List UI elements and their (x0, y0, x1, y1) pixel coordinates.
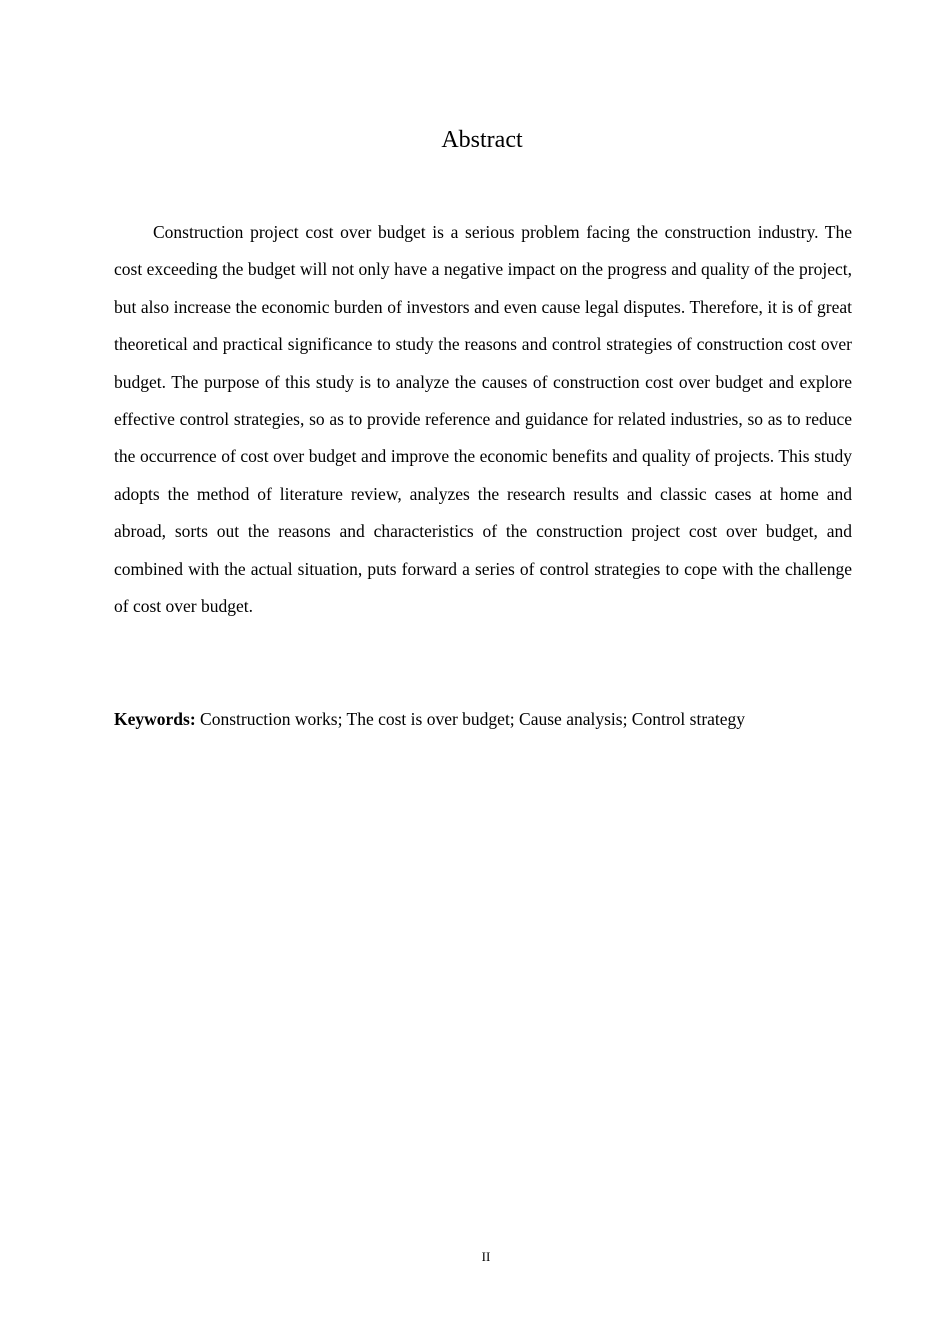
keywords-label: Keywords: (114, 709, 196, 729)
abstract-paragraph: Construction project cost over budget is a serious problem facing the construction industry. The cost exceeding the budget will not only have a negative impact on the progress and quality of the project, but also increase the economic burden of investors and even cause legal disputes. Therefore, it is of great theoretical and practical significance to study the reasons and control strategies of construction cost over budget. The purpose of this study is to analyze the causes of construction cost over budget and explore effective control strategies, so as to provide reference and guidance for related industries, so as to reduce the occurrence of cost over budget and improve the economic benefits and quality of projects. This study adopts the method of literature review, analyzes the research results and classic cases at home and abroad, sorts out the reasons and characteristics of the construction project cost over budget, and combined with the actual situation, puts forward a series of control strategies to cope with the challenge of cost over budget. (114, 222, 852, 617)
page-number: II (481, 1249, 491, 1264)
page-title: Abstract (441, 127, 523, 153)
keywords-line (114, 701, 874, 738)
keywords-text: Construction works; The cost is over budget; Cause analysis; Control strategy (195, 709, 746, 729)
